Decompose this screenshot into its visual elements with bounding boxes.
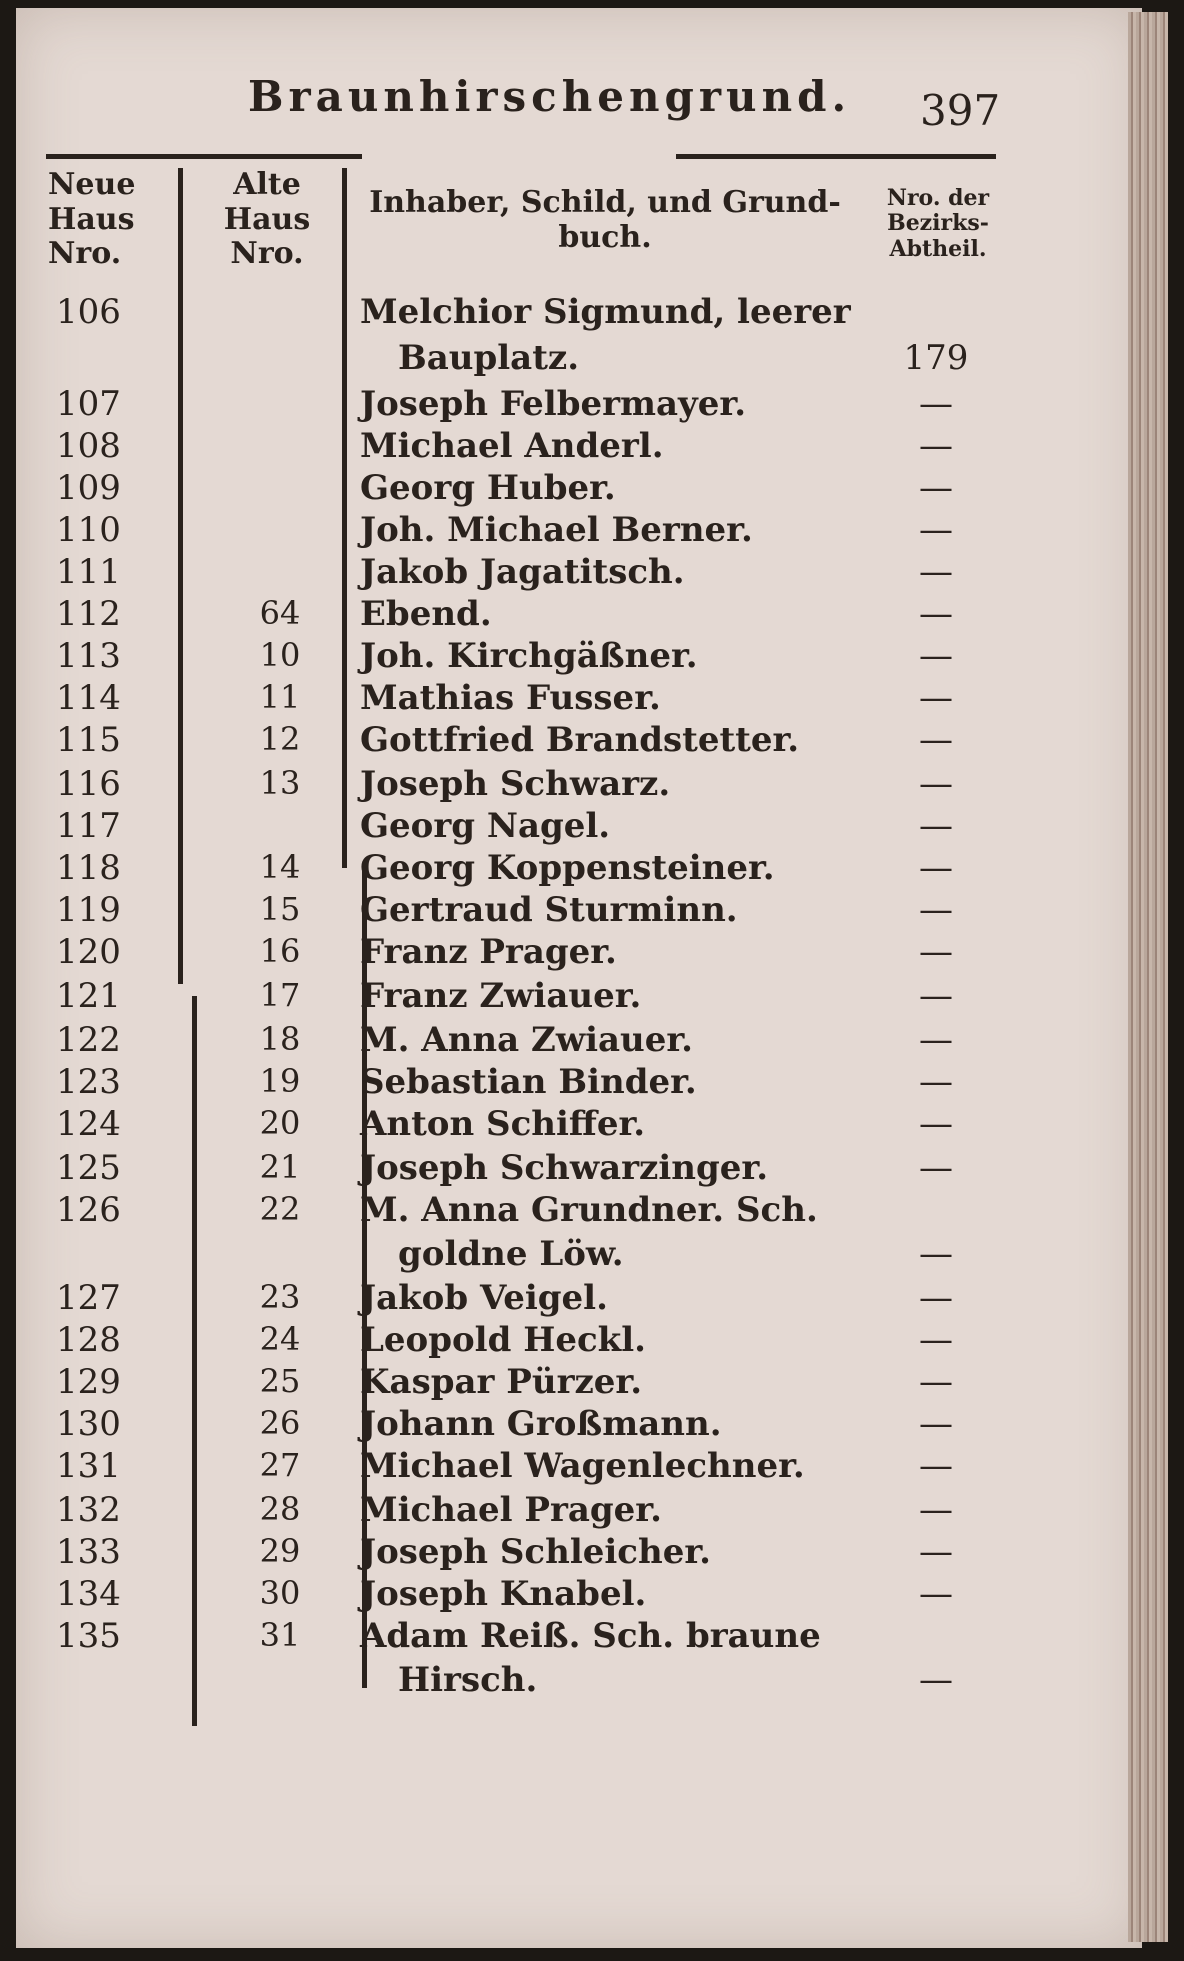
inhaber-name: Sebastian Binder. <box>360 1062 697 1102</box>
inhaber-name: Gertraud Sturminn. <box>360 890 738 930</box>
alte-haus-nro: 13 <box>259 764 301 802</box>
neue-haus-nro: 122 <box>56 1020 121 1060</box>
neue-haus-nro: 120 <box>56 932 121 972</box>
table-row <box>0 1234 1100 1276</box>
alte-haus-nro: 23 <box>259 1278 301 1316</box>
alte-haus-nro: 17 <box>259 976 301 1014</box>
inhaber-name: Joh. Michael Berner. <box>360 510 753 550</box>
table-row <box>0 1574 1100 1616</box>
alte-haus-nro: 22 <box>259 1190 301 1228</box>
page-title: Braunhirschengrund. <box>248 72 852 121</box>
table-row <box>0 1660 1100 1702</box>
table-row <box>0 468 1100 510</box>
inhaber-name: Georg Nagel. <box>360 806 611 846</box>
table-row <box>0 510 1100 552</box>
neue-haus-nro: 119 <box>56 890 121 930</box>
bezirks-abtheil: — <box>919 552 953 592</box>
table-row <box>0 1062 1100 1104</box>
table-row <box>0 1616 1100 1658</box>
bezirks-abtheil: — <box>919 426 953 466</box>
alte-haus-nro: 64 <box>259 594 301 632</box>
inhaber-name: Adam Reiß. Sch. braune <box>360 1616 821 1656</box>
alte-haus-nro: 14 <box>259 848 301 886</box>
bezirks-abtheil: — <box>919 1062 953 1102</box>
bezirks-abtheil: — <box>919 848 953 888</box>
table-row <box>0 1320 1100 1362</box>
neue-haus-nro: 135 <box>56 1616 121 1656</box>
bezirks-abtheil: — <box>919 1404 953 1444</box>
bezirks-abtheil: — <box>919 1020 953 1060</box>
bezirks-abtheil: — <box>919 764 953 804</box>
inhaber-name: Joseph Knabel. <box>360 1574 647 1614</box>
inhaber-name: goldne Löw. <box>398 1234 624 1274</box>
alte-haus-nro: 16 <box>259 932 301 970</box>
bezirks-abtheil: — <box>919 468 953 508</box>
inhaber-name: Michael Wagenlechner. <box>360 1446 805 1486</box>
inhaber-name: Joseph Felbermayer. <box>360 384 747 424</box>
neue-haus-nro: 124 <box>56 1104 121 1144</box>
neue-haus-nro: 126 <box>56 1190 121 1230</box>
inhaber-name: Joseph Schwarzinger. <box>360 1148 769 1188</box>
alte-haus-nro: 21 <box>259 1148 301 1186</box>
bezirks-abtheil: — <box>919 636 953 676</box>
inhaber-name: Joseph Schwarz. <box>360 764 671 804</box>
table-row <box>0 890 1100 932</box>
header-neue-haus-nro: Neue Haus Nro. <box>48 167 136 271</box>
neue-haus-nro: 123 <box>56 1062 121 1102</box>
bezirks-abtheil: — <box>919 510 953 550</box>
alte-haus-nro: 15 <box>259 890 301 928</box>
neue-haus-nro: 131 <box>56 1446 121 1486</box>
bezirks-abtheil: — <box>919 594 953 634</box>
inhaber-name: Hirsch. <box>398 1660 538 1700</box>
alte-haus-nro: 28 <box>259 1490 301 1528</box>
inhaber-name: M. Anna Grundner. Sch. <box>360 1190 818 1230</box>
bezirks-abtheil: — <box>919 1446 953 1486</box>
neue-haus-nro: 111 <box>56 552 121 592</box>
alte-haus-nro: 10 <box>259 636 301 674</box>
inhaber-name: Jakob Jagatitsch. <box>360 552 685 592</box>
bezirks-abtheil: — <box>919 806 953 846</box>
inhaber-name: Gottfried Brandstetter. <box>360 720 800 760</box>
neue-haus-nro: 108 <box>56 426 121 466</box>
inhaber-name: M. Anna Zwiauer. <box>360 1020 694 1060</box>
alte-haus-nro: 27 <box>259 1446 301 1484</box>
alte-haus-nro: 19 <box>259 1062 301 1100</box>
table-row <box>0 848 1100 890</box>
alte-haus-nro: 11 <box>259 678 301 716</box>
bezirks-abtheil: — <box>919 1234 953 1274</box>
alte-haus-nro: 26 <box>259 1404 301 1442</box>
alte-haus-nro: 12 <box>259 720 301 758</box>
alte-haus-nro: 25 <box>259 1362 301 1400</box>
table-row <box>0 720 1100 762</box>
inhaber-name: Michael Anderl. <box>360 426 664 466</box>
neue-haus-nro: 132 <box>56 1490 121 1530</box>
inhaber-name: Joseph Schleicher. <box>360 1532 711 1572</box>
table-row <box>0 292 1100 334</box>
neue-haus-nro: 127 <box>56 1278 121 1318</box>
table-row <box>0 976 1100 1018</box>
inhaber-name: Johann Großmann. <box>360 1404 722 1444</box>
neue-haus-nro: 128 <box>56 1320 121 1360</box>
header-rule-left <box>46 154 362 159</box>
alte-haus-nro: 20 <box>259 1104 301 1142</box>
bezirks-abtheil: — <box>919 720 953 760</box>
table-row <box>0 1404 1100 1446</box>
bezirks-abtheil: — <box>919 1320 953 1360</box>
alte-haus-nro: 29 <box>259 1532 301 1570</box>
table-row <box>0 1104 1100 1146</box>
table-row <box>0 932 1100 974</box>
neue-haus-nro: 130 <box>56 1404 121 1444</box>
inhaber-name: Bauplatz. <box>398 338 580 378</box>
inhaber-name: Mathias Fusser. <box>360 678 661 718</box>
neue-haus-nro: 121 <box>56 976 121 1016</box>
neue-haus-nro: 125 <box>56 1148 121 1188</box>
neue-haus-nro: 116 <box>56 764 121 804</box>
header-rule-right <box>676 154 996 159</box>
table-row <box>0 1148 1100 1190</box>
bezirks-abtheil: — <box>919 1490 953 1530</box>
bezirks-abtheil: 179 <box>903 338 969 378</box>
table-row <box>0 384 1100 426</box>
table-row <box>0 1446 1100 1488</box>
inhaber-name: Franz Zwiauer. <box>360 976 642 1016</box>
table-row <box>0 1490 1100 1532</box>
neue-haus-nro: 118 <box>56 848 121 888</box>
neue-haus-nro: 133 <box>56 1532 121 1572</box>
table-row <box>0 338 1100 380</box>
bezirks-abtheil: — <box>919 932 953 972</box>
neue-haus-nro: 112 <box>56 594 121 634</box>
table-row <box>0 806 1100 848</box>
table-row <box>0 636 1100 678</box>
inhaber-name: Melchior Sigmund, leerer <box>360 292 851 332</box>
table-row <box>0 1190 1100 1232</box>
neue-haus-nro: 129 <box>56 1362 121 1402</box>
header-inhaber: Inhaber, Schild, und Grund-buch. <box>369 185 841 255</box>
neue-haus-nro: 114 <box>56 678 121 718</box>
bezirks-abtheil: — <box>919 1532 953 1572</box>
neue-haus-nro: 134 <box>56 1574 121 1614</box>
table-row <box>0 1532 1100 1574</box>
table-row <box>0 594 1100 636</box>
header-alte-haus-nro: Alte Haus Nro. <box>223 167 311 271</box>
inhaber-name: Anton Schiffer. <box>360 1104 646 1144</box>
table-row <box>0 1362 1100 1404</box>
page-number: 397 <box>920 86 1001 135</box>
table-row <box>0 678 1100 720</box>
bezirks-abtheil: — <box>919 1574 953 1614</box>
inhaber-name: Georg Koppensteiner. <box>360 848 775 888</box>
bezirks-abtheil: — <box>919 1362 953 1402</box>
inhaber-name: Ebend. <box>360 594 492 634</box>
neue-haus-nro: 117 <box>56 806 121 846</box>
table-row <box>0 1020 1100 1062</box>
bezirks-abtheil: — <box>919 1148 953 1188</box>
bezirks-abtheil: — <box>919 384 953 424</box>
inhaber-name: Jakob Veigel. <box>360 1278 608 1318</box>
table-row <box>0 764 1100 806</box>
inhaber-name: Michael Prager. <box>360 1490 662 1530</box>
bezirks-abtheil: — <box>919 1104 953 1144</box>
table-row <box>0 552 1100 594</box>
inhaber-name: Leopold Heckl. <box>360 1320 646 1360</box>
bezirks-abtheil: — <box>919 678 953 718</box>
neue-haus-nro: 113 <box>56 636 121 676</box>
bezirks-abtheil: — <box>919 1660 953 1700</box>
inhaber-name: Kaspar Pürzer. <box>360 1362 643 1402</box>
table-row <box>0 426 1100 468</box>
inhaber-name: Franz Prager. <box>360 932 617 972</box>
page-edge <box>1128 12 1168 1942</box>
inhaber-name: Georg Huber. <box>360 468 616 508</box>
alte-haus-nro: 24 <box>259 1320 301 1358</box>
alte-haus-nro: 30 <box>259 1574 301 1612</box>
neue-haus-nro: 106 <box>56 292 121 332</box>
neue-haus-nro: 110 <box>56 510 121 550</box>
alte-haus-nro: 31 <box>259 1616 301 1654</box>
bezirks-abtheil: — <box>919 890 953 930</box>
bezirks-abtheil: — <box>919 976 953 1016</box>
bezirks-abtheil: — <box>919 1278 953 1318</box>
neue-haus-nro: 107 <box>56 384 121 424</box>
table-row <box>0 1278 1100 1320</box>
alte-haus-nro: 18 <box>259 1020 301 1058</box>
neue-haus-nro: 115 <box>56 720 121 760</box>
inhaber-name: Joh. Kirchgäßner. <box>360 636 698 676</box>
neue-haus-nro: 109 <box>56 468 121 508</box>
header-bezirks-abtheil: Nro. der Bezirks-Abtheil. <box>886 185 990 262</box>
